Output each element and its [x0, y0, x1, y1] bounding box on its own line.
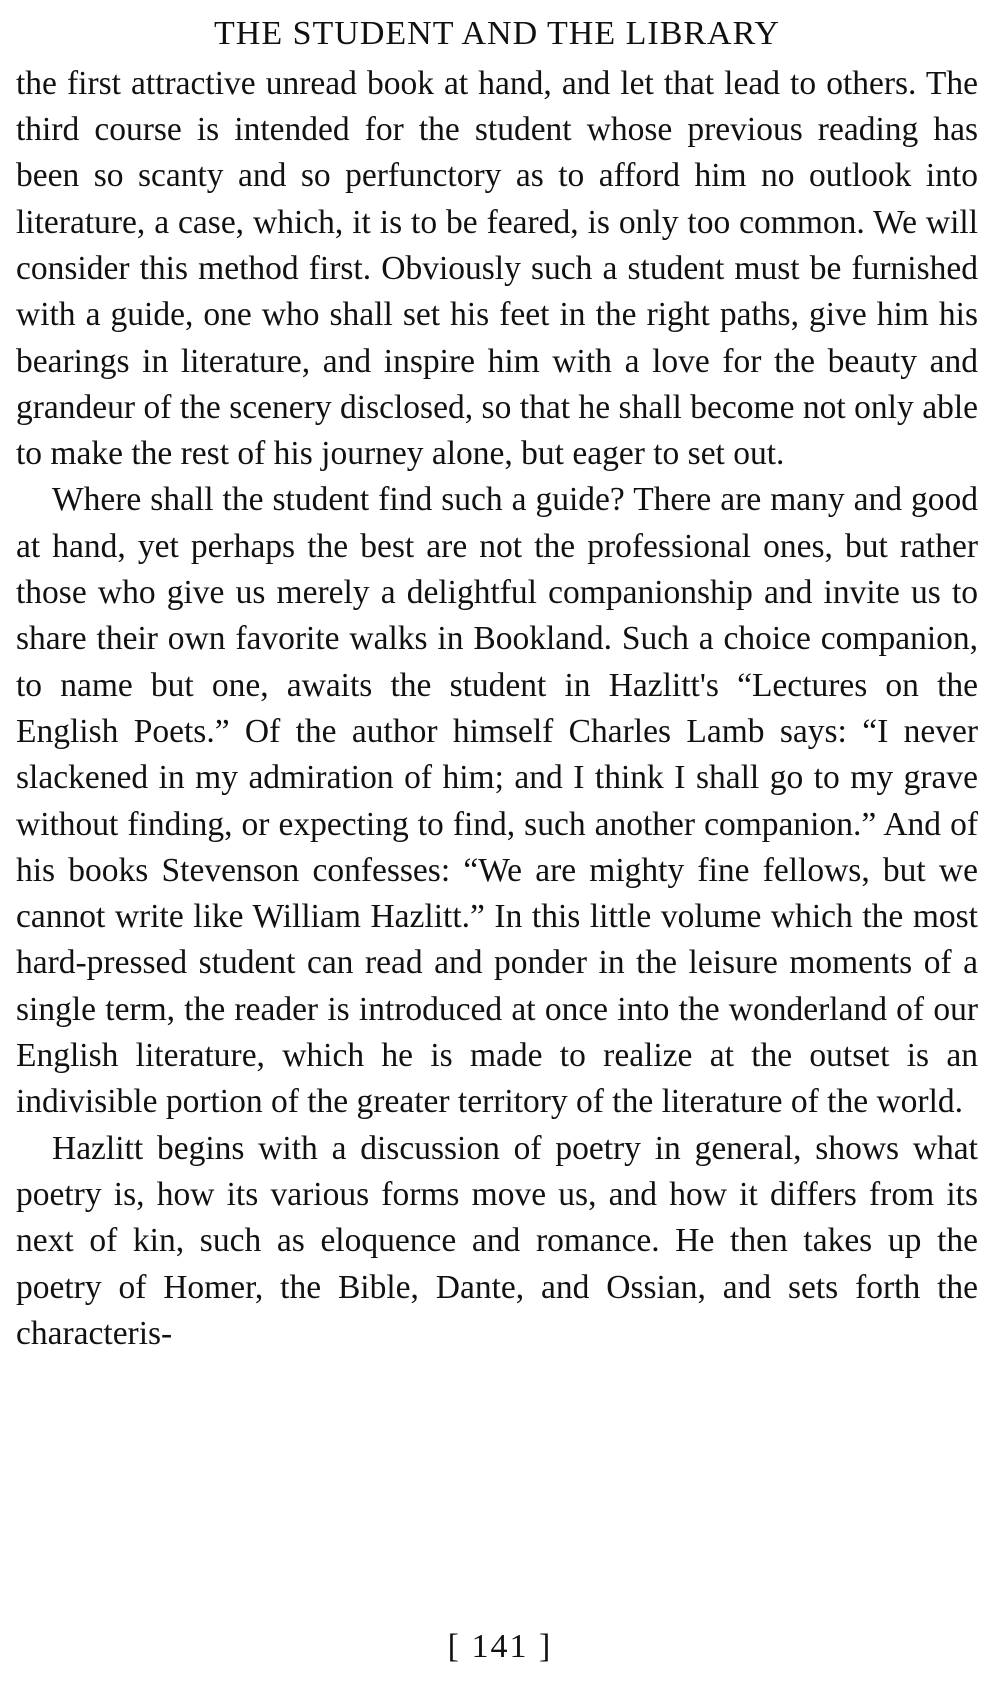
paragraph-2: Where shall the student find such a guide? There are many and good at hand, yet perhaps the best are not the professional ones, but rather those who give us merely a delightful companionship and invite us to share their own favorite walks in Bookland. Such a choice companion, to name but one, awaits the student in Hazlitt's “Lectures on the English Poets.” Of the author himself Charles Lamb says: “I never slackened in my admiration of him; and I think I shall go to my grave without finding, or expecting to find, such another companion.” And of his books Stevenson confesses: “We are mighty fine fellows, but we cannot write like William Hazlitt.” In this little volume which the most hard-pressed student can read and ponder in the leisure moments of a single term, the reader is introduced at once into the wonderland of our English literature, which he is made to realize at the outset is an indivisible portion of the greater territory of the literature of the world.	[16, 481, 978, 1121]
paragraph-3: Hazlitt begins with a discussion of poetry in general, shows what poetry is, how its various forms move us, and how it differs from its next of kin, such as eloquence and romance. He then takes up the poetry of Homer, the Bible, Dante, and Ossian, and sets forth the characteris-	[16, 1129, 978, 1352]
body-text	[16, 61, 978, 1357]
page-number: [ 141 ]	[447, 1628, 553, 1665]
running-head: THE STUDENT AND THE LIBRARY	[214, 15, 780, 52]
book-page	[16, 14, 978, 1357]
paragraph-1: the first attractive unread book at hand, and let that lead to others. The third course is intended for the student whose previous reading has been so scanty and so perfunctory as to afford him no outlook into literature, a case, which, it is to be feared, is only too common. We will consider this method first. Obviously such a student must be furnished with a guide, one who shall set his feet in the right paths, give him his bearings in literature, and inspire him with a love for the beauty and grandeur of the scenery disclosed, so that he shall become not only able to make the rest of his journey alone, but eager to set out.	[16, 64, 978, 473]
